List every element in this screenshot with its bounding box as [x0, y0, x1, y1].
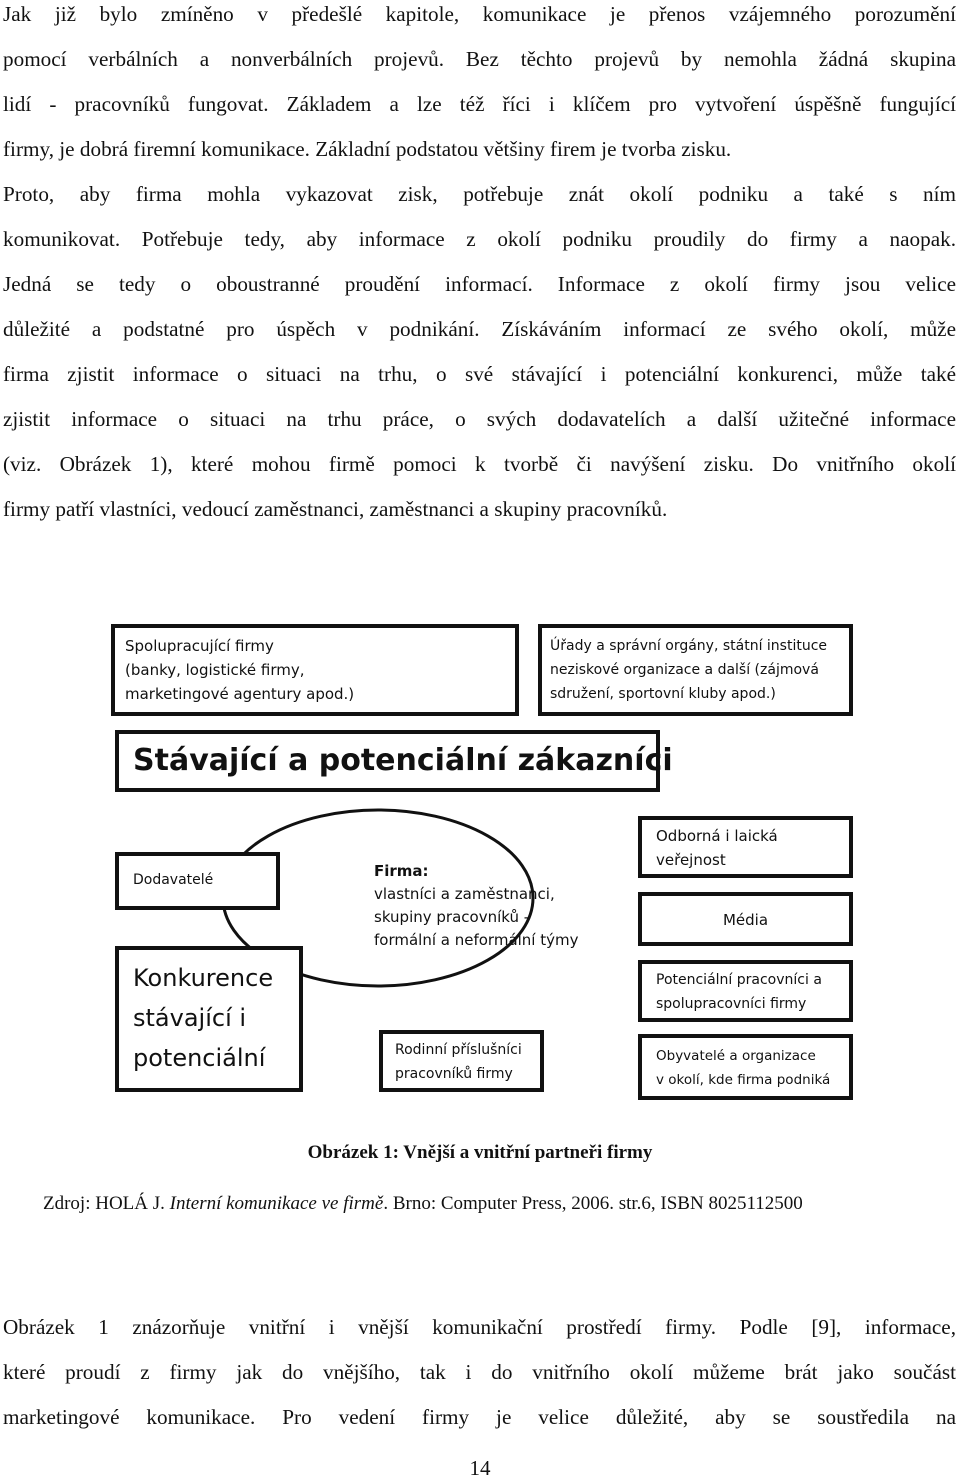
customers-box — [115, 730, 673, 792]
text-line: (viz. Obrázek 1), které mohou firmě pomoci k tvorbě či navýšení zisku. Do vnitřního okolí — [3, 452, 956, 476]
media-box — [638, 892, 853, 946]
text-line: které proudí z firmy jak do vnějšího, tak i do vnitřního okolí můžeme brát jako součást — [3, 1360, 956, 1384]
firm-line: formální a neformální týmy — [374, 931, 579, 949]
text-line: firmy patří vlastníci, vedoucí zaměstnanci, zaměstnanci a skupiny pracovníků. — [3, 497, 668, 521]
firm-line: vlastníci a zaměstnanci, — [374, 885, 555, 903]
text-line: firmy, je dobrá firemní komunikace. Základní podstatou většiny firem je tvorba zisku. — [3, 137, 732, 161]
firm-line: skupiny pracovníků - — [374, 908, 530, 926]
competition-box — [115, 946, 303, 1092]
figure-caption: Obrázek 1: Vnější a vnitřní partneři firmy — [307, 1142, 653, 1163]
page-number: 14 — [469, 1456, 491, 1480]
box-line: pracovníků firmy — [395, 1066, 513, 1082]
box-line: (banky, logistické firmy, — [125, 661, 305, 679]
family-box — [379, 1030, 544, 1092]
source-prefix: Zdroj: HOLÁ J. — [43, 1193, 170, 1214]
box-line: Konkurence — [133, 964, 274, 992]
box-title: Stávající a potenciální zákazníci — [133, 743, 673, 778]
box-line: neziskové organizace a další (zájmová — [550, 662, 819, 678]
text-line: lidí - pracovníků fungovat. Základem a lze též říci i klíčem pro vytvoření úspěšně fungující — [3, 92, 956, 116]
text-line: Jak již bylo zmíněno v předešlé kapitole, komunikace je přenos vzájemného porozumění — [3, 2, 956, 26]
text-line: firma zjistit informace o situaci na trhu, o své stávající i potenciální konkurenci, může také — [3, 362, 956, 386]
text-line: zjistit informace o situaci na trhu práce, o svých dodavatelích a další užitečné informace — [3, 407, 956, 431]
text-line: komunikovat. Potřebuje tedy, aby informace z okolí podniku proudily do firmy a naopak. — [3, 227, 956, 251]
text-line: Proto, aby firma mohla vykazovat zisk, potřebuje znát okolí podniku a také s ním — [3, 182, 956, 206]
box-line: Potenciální pracovníci a — [656, 972, 822, 988]
public-box — [638, 816, 853, 878]
box-line: Úřady a správní orgány, státní instituce — [550, 638, 828, 654]
text-line: důležité a podstatné pro úspěch v podnikání. Získáváním informací ze svého okolí, může — [3, 317, 956, 341]
box-line: marketingové agentury apod.) — [125, 685, 355, 703]
box-line: spolupracovníci firmy — [656, 996, 807, 1012]
text-line: marketingové komunikace. Pro vedení firmy je velice důležité, aby se soustředila na — [3, 1405, 956, 1429]
box-line: stávající i — [133, 1004, 247, 1032]
box-line: Média — [722, 911, 769, 929]
box-line: potenciální — [133, 1044, 266, 1072]
text-line: Obrázek 1 znázorňuje vnitřní i vnější komunikační prostředí firmy. Podle [9], informace, — [3, 1315, 956, 1339]
potential-workers-box — [638, 960, 853, 1022]
firm-title: Firma: — [374, 862, 429, 880]
firm-label — [374, 860, 579, 952]
box-line: sdružení, sportovní kluby apod.) — [550, 686, 776, 702]
source-suffix: . Brno: Computer Press, 2006. str.6, ISBN 8025112500 — [383, 1193, 803, 1214]
box-line: Dodavatelé — [133, 872, 214, 888]
box-line: Spolupracující firmy — [125, 637, 274, 655]
partners-box — [111, 624, 519, 716]
text-line: Jedná se tedy o oboustranné proudění informací. Informace z okolí firmy jsou velice — [3, 272, 956, 296]
offices-box — [538, 624, 853, 716]
suppliers-box — [115, 852, 280, 910]
box-line: Rodinní příslušníci — [395, 1042, 522, 1058]
box-line: Odborná i laická — [656, 827, 778, 845]
partners-diagram — [108, 620, 853, 1105]
box-line: veřejnost — [656, 851, 726, 869]
text-line: pomocí verbálních a nonverbálních projevů. Bez těchto projevů by nemohla žádná skupina — [3, 47, 956, 71]
box-line: v okolí, kde firma podniká — [656, 1072, 831, 1088]
box-line: Obyvatelé a organizace — [656, 1048, 816, 1064]
residents-box — [638, 1034, 853, 1100]
source-title: Interní komunikace ve firmě — [169, 1193, 384, 1214]
figure-source — [43, 1193, 803, 1215]
